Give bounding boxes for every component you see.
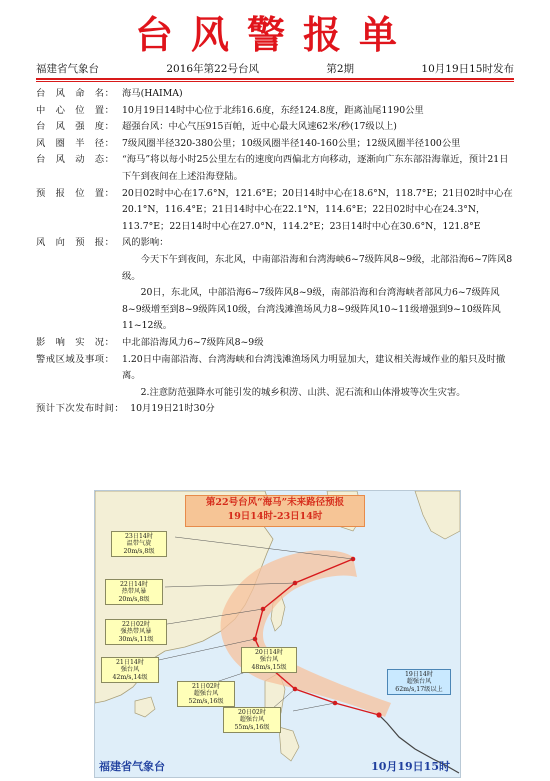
row-forecast [36, 186, 514, 236]
row-wind [36, 235, 514, 252]
typhoon-number: 2016年第22号台风 [166, 63, 259, 75]
issue-header [36, 58, 514, 76]
track-point-19-14 [376, 712, 381, 717]
wind-paragraph-1: 今天下午到夜间，东北风，中南部沿海和台湾海峡6~7级阵风8~9级，北部沿海6~7阵风8级。 [122, 253, 513, 282]
note-wind: 30m/s,11级 [118, 635, 154, 643]
label-defense: 警戒区域及事项： [36, 353, 115, 365]
map-footer-time: 10月19日15时 [371, 760, 450, 773]
row-radius [36, 136, 514, 153]
note-20-02 [223, 707, 281, 733]
row-center [36, 103, 514, 120]
value-radius: 7级风圈半径320-380公里；10级风圈半径140-160公里；12级风圈半径100公里 [122, 137, 461, 149]
page-title: 台风警报单 [134, 12, 415, 57]
note-time: 22日02时 [121, 621, 151, 628]
note-intensity: 温带气旋 [126, 540, 152, 548]
leader-20-02 [293, 703, 335, 711]
note-wind: 20m/s,8级 [123, 547, 155, 555]
note-22-02 [105, 619, 167, 645]
issuer: 福建省气象台 [36, 63, 99, 75]
value-forecast: 20日02时中心在17.6°N，121.6°E；20日14时中心在18.6°N，118.7°E；21日02时中心在20.1°N，116.4°E；21日14时中心在22.1°N，114.6°E；22日02时中心在24.3°N，113.7°E；22日14时中心在27.0°N，114.2°E；23日14时中心在30.6°N，121.8°E [122, 187, 513, 232]
japan-islands [415, 491, 460, 539]
value-next: 10月19日21时30分 [130, 403, 215, 415]
value-name: 海马(HAIMA) [122, 88, 183, 99]
note-wind: 62m/s,17级以上 [395, 685, 443, 693]
note-time: 21日14时 [115, 659, 145, 666]
note-time: 20日14时 [254, 649, 284, 656]
value-dynamics: “海马”将以每小时25公里左右的速度向西偏北方向移动，逐渐向广东东部沿海靠近，预计21日下午到夜间在上述沿海登陆。 [122, 154, 509, 182]
label-dynamics: 台 风 动 态： [36, 154, 115, 166]
note-intensity: 超强台风 [193, 690, 219, 698]
header-divider [36, 78, 514, 80]
label-next: 预计下次发布时间： [36, 403, 125, 415]
note-wind: 52m/s,16级 [188, 697, 224, 705]
issue-number: 第2期 [326, 63, 355, 75]
value-wind: 风的影响： [122, 237, 169, 249]
note-time: 19日14时 [404, 671, 434, 678]
bulletin-body [36, 86, 514, 418]
row-impact [36, 335, 514, 352]
value-center: 10月19日14时中心位于北纬16.6度，东经124.8度，距离汕尾1190公里 [122, 104, 424, 116]
banner-line-1: 第22号台风“海马”未来路径预报 [205, 497, 345, 508]
map-footer-issuer: 福建省气象台 [99, 760, 165, 773]
note-intensity: 热带风暴 [121, 588, 147, 596]
note-23-14 [111, 531, 167, 557]
label-radius: 风 圈 半 径： [36, 137, 115, 149]
label-wind: 风 向 预 报： [36, 237, 115, 249]
note-time: 20日02时 [237, 709, 267, 716]
value-impact: 中北部沿海风力6~7级阵风8~9级 [122, 336, 264, 348]
defense-paragraph-2: 2.注意防范强降水可能引发的城乡积涝、山洪、泥石流和山体滑坡等次生灾害。 [140, 386, 466, 398]
header-divider-thin [36, 81, 514, 82]
note-intensity: 强台风 [120, 666, 140, 674]
note-22-14 [105, 579, 163, 605]
philippine-islands [279, 727, 299, 761]
note-19-14 [387, 669, 451, 695]
note-wind: 20m/s,8级 [118, 595, 150, 603]
note-21-14 [101, 657, 159, 683]
note-intensity: 超强台风 [239, 716, 265, 724]
note-intensity: 强台风 [259, 656, 279, 664]
issue-time: 10月19日15时发布 [421, 63, 514, 75]
forecast-track-map [94, 490, 461, 778]
row-dynamics [36, 152, 514, 185]
map-banner [185, 495, 365, 527]
hainan-island [135, 697, 155, 717]
label-strength: 台 风 强 度： [36, 121, 115, 133]
label-impact: 影 响 实 况： [36, 336, 115, 348]
value-defense: 1.20日中南部沿海、台湾海峡和台湾浅滩渔场风力明显加大，建议相关海域作业的船只及时撤离。 [122, 353, 506, 382]
note-21-02 [177, 681, 235, 707]
note-wind: 55m/s,16级 [234, 723, 270, 731]
banner-line-2: 19日14时-23日14时 [227, 511, 323, 522]
wind-paragraph-2: 20日，东北风，中部沿海6~7级阵风8~9级，南部沿海和台湾海峡者部风力6~7级阵风8~9级增至到8~9级阵风10级，台湾浅滩渔场风力8~9级阵风10~11级增强到9~10级阵风11~12级。 [122, 287, 501, 332]
label-center: 中 心 位 置： [36, 104, 115, 116]
note-time: 22日14时 [119, 581, 149, 588]
note-20-14 [241, 647, 297, 673]
label-name: 台 风 命 名： [36, 88, 115, 99]
note-time: 23日14时 [124, 533, 154, 540]
note-intensity: 强热带风暴 [120, 628, 152, 636]
note-time: 21日02时 [191, 683, 221, 690]
note-intensity: 超强台风 [406, 678, 432, 686]
value-strength: 超强台风：中心气压915百帕，近中心最大风速62米/秒(17级以上) [122, 121, 397, 133]
row-name [36, 86, 514, 103]
note-wind: 48m/s,15级 [251, 663, 287, 671]
row-next [36, 401, 514, 418]
note-wind: 42m/s,14级 [112, 673, 148, 681]
label-forecast: 预 报 位 置： [36, 187, 115, 199]
row-strength [36, 119, 514, 136]
row-defense [36, 352, 514, 385]
